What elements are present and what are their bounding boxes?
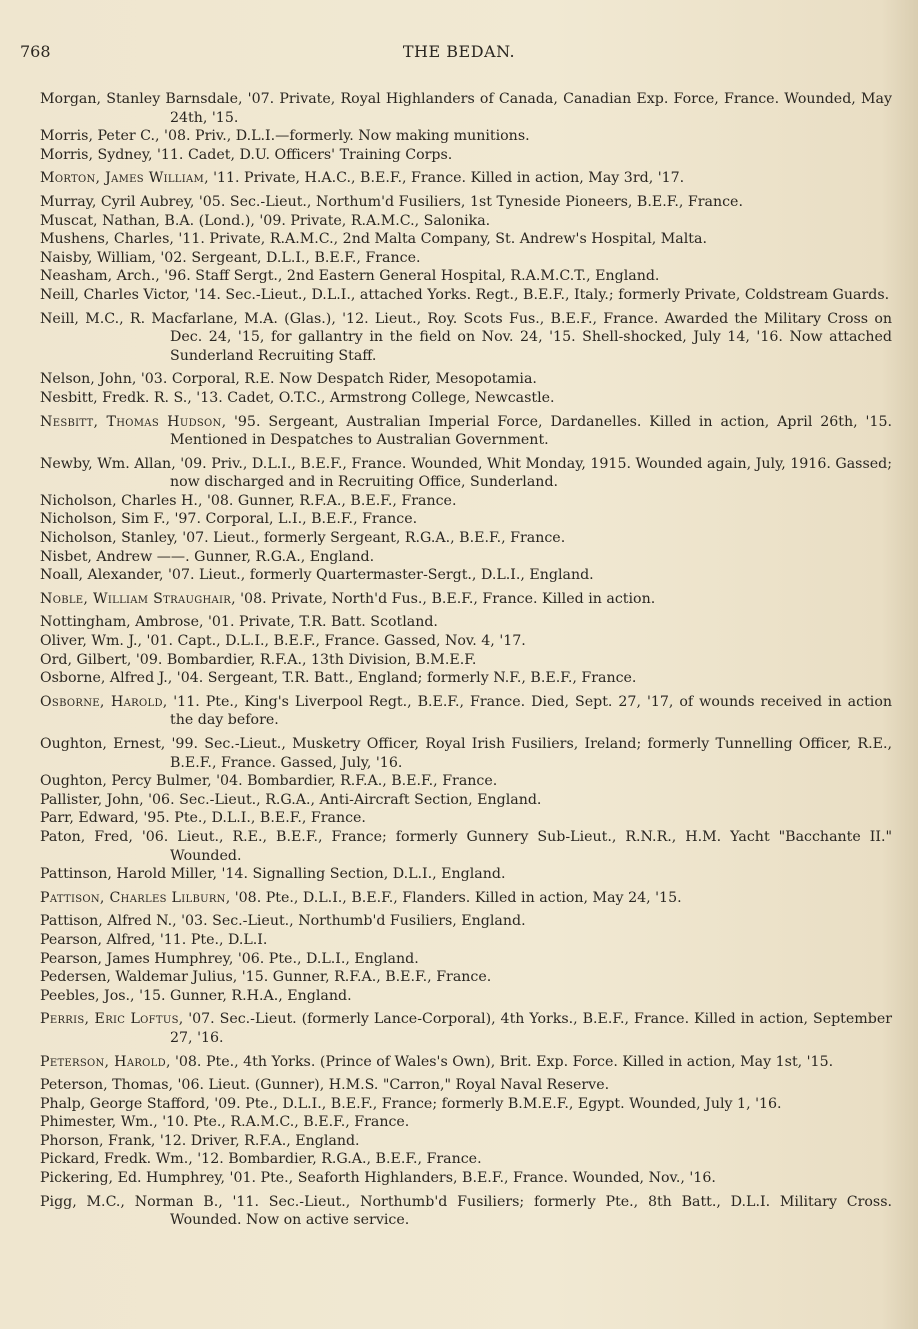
entry — [20, 389, 892, 408]
entry — [20, 249, 892, 268]
entry-details: , '08. Private, North'd Fus., B.E.F., France. Killed in action. — [231, 590, 656, 607]
entry — [20, 267, 892, 286]
entry-details: , '15. Gunner, R.F.A., B.E.F., France. — [232, 969, 492, 986]
entry-details: , '12. Driver, R.F.A., England. — [150, 1132, 360, 1149]
entry-details: , '11. Pte., D.L.I. — [150, 931, 268, 948]
entry-details: , '01. Private, T.R. Batt. Scotland. — [198, 614, 438, 631]
entry — [20, 865, 892, 884]
entry-details: , '09. Priv., D.L.I., B.E.F., France. Wounded, Whit Monday, 1915. Wounded again, July, 1916. Gassed; now discharged and in Recruiting Office, Sunderland. — [170, 455, 892, 491]
entry-details: , '06. Sec.-Lieut., R.G.A., Anti-Aircraft Section, England. — [139, 791, 542, 808]
entry-details: , '08. Pte., D.L.I., B.E.F., Flanders. Killed in action, May 24, '15. — [225, 889, 682, 906]
entry-name: Phimester, Wm. — [40, 1114, 154, 1131]
entry-name: Phalp, George Stafford — [40, 1095, 206, 1112]
entry-details: , '09. Private, R.A.M.C., Salonika. — [250, 212, 491, 229]
entry-name: Murray, Cyril Aubrey — [40, 193, 190, 210]
entry — [20, 212, 892, 231]
entry-name: Nisbet, Andrew — [40, 548, 153, 565]
entry — [20, 987, 892, 1006]
entry-name: Morris, Sydney — [40, 146, 148, 163]
entry-details: , '04. Sergeant, T.R. Batt., England; formerly N.F., B.E.F., France. — [167, 670, 637, 687]
entry — [20, 828, 892, 865]
entry-name: Peterson, Thomas — [40, 1077, 169, 1094]
entry-name: Neill, Charles Victor — [40, 286, 186, 303]
entry — [20, 1193, 892, 1230]
entry — [20, 1076, 892, 1095]
entry-details: , '13. Cadet, O.T.C., Armstrong College, Newcastle. — [187, 389, 555, 406]
entry — [20, 693, 892, 730]
entry-name: Neill, M.C., R. Macfarlane, M.A. (Glas.) — [40, 310, 332, 327]
entry-name: Newby, Wm. Allan — [40, 455, 172, 472]
entry — [20, 950, 892, 969]
entry — [20, 510, 892, 529]
entry-name: Osborne, Harold — [40, 693, 163, 710]
entry-name: Oliver, Wm. J. — [40, 633, 138, 650]
entry-details: , '14. Signalling Section, D.L.I., England. — [212, 866, 506, 883]
entry-name: Pigg, M.C., Norman B. — [40, 1193, 219, 1210]
entry-details: , '01. Pte., Seaforth Highlanders, B.E.F., France. Wounded, Nov., '16. — [220, 1170, 716, 1187]
entry-name: Pattison, Charles Lilburn — [40, 889, 226, 906]
entry-details: , '10. Pte., R.A.M.C., B.E.F., France. — [153, 1114, 410, 1131]
entry-details: , '09. Bombardier, R.F.A., 13th Division, B.M.E.F. — [126, 651, 477, 668]
entry-name: Pearson, Alfred — [40, 931, 151, 948]
entry-name: Mushens, Charles — [40, 231, 170, 248]
entry — [20, 310, 892, 366]
entry-name: Parr, Edward — [40, 810, 135, 827]
entry — [20, 127, 892, 146]
entry — [20, 146, 892, 165]
entry-name: Nicholson, Stanley — [40, 530, 174, 547]
entry-name: Nicholson, Charles H. — [40, 492, 198, 509]
entry-name: Morgan, Stanley Barnsdale — [40, 91, 238, 107]
entry-name: Naisby, William — [40, 249, 152, 266]
entry-details: , '06. Lieut., R.E., B.E.F., France; formerly Gunnery Sub-Lieut., R.N.R., H.M. Yacht "Bacchante II." Wounded. — [128, 828, 892, 864]
entry-details: , '12. Lieut., Roy. Scots Fus., B.E.F., France. Awarded the Military Cross on Dec. 24, '15, for gallantry in the field on Nov. 24, '15. Shell-shocked, July 14, '16. Now attached Sunderland Recruiting Staff. — [170, 310, 893, 364]
entry — [20, 651, 892, 670]
entry-name: Nelson, John — [40, 371, 132, 388]
entry-details: , '15. Gunner, R.H.A., England. — [130, 987, 352, 1004]
entry-details: , '09. Pte., D.L.I., B.E.F., France; formerly B.M.E.F., Egypt. Wounded, July 1, '16. — [205, 1095, 782, 1112]
entry — [20, 169, 892, 188]
entry-name: Muscat, Nathan, B.A. (Lond.) — [40, 212, 251, 229]
entry — [20, 566, 892, 585]
entry — [20, 791, 892, 810]
entry-name: Oughton, Percy Bulmer — [40, 773, 208, 790]
entry-name: Nicholson, Sim F. — [40, 511, 166, 528]
entry — [20, 1113, 892, 1132]
entry — [20, 230, 892, 249]
entry — [20, 1169, 892, 1188]
entry — [20, 492, 892, 511]
entry-details: , '03. Sec.-Lieut., Northumb'd Fusiliers, England. — [172, 913, 526, 930]
roll-of-service-list — [20, 90, 892, 1230]
entry-details: , '08. Gunner, R.F.A., B.E.F., France. — [197, 492, 457, 509]
entry — [20, 968, 892, 987]
entry — [20, 1053, 892, 1072]
entry — [20, 1132, 892, 1151]
entry — [20, 809, 892, 828]
entry — [20, 889, 892, 908]
entry-name: Paton, Fred — [40, 828, 129, 845]
entry-details: , '07. Private, Royal Highlanders of Canada, Canadian Exp. Force, France. Wounded, May 24th, '15. — [170, 91, 892, 126]
entry-name: Pedersen, Waldemar Julius — [40, 969, 233, 986]
entry — [20, 1095, 892, 1114]
entry — [20, 529, 892, 548]
running-title: THE BEDAN. — [402, 42, 516, 61]
entry — [20, 370, 892, 389]
entry-details: , '95. Pte., D.L.I., B.E.F., France. — [134, 810, 366, 827]
entry — [20, 413, 892, 450]
entry-details: , '11. Cadet, D.U. Officers' Training Corps. — [147, 146, 453, 163]
entry-details: , '11. Private, H.A.C., B.E.F., France. Killed in action, May 3rd, '17. — [204, 170, 685, 187]
entry-name: Noall, Alexander — [40, 567, 159, 584]
entry-name: Morris, Peter C. — [40, 128, 156, 145]
entry-name: Pattison, Alfred N. — [40, 913, 173, 930]
entry-name: Ord, Gilbert — [40, 651, 127, 668]
entry — [20, 912, 892, 931]
entry — [20, 735, 892, 772]
entry-name: Pearson, James Humphrey — [40, 950, 229, 967]
entry-name: Phorson, Frank — [40, 1132, 151, 1149]
entry-name: Pattinson, Harold Miller — [40, 866, 213, 883]
entry — [20, 286, 892, 305]
entry-details: , '05. Sec.-Lieut., Northum'd Fusiliers, 1st Tyneside Pioneers, B.E.F., France. — [189, 193, 743, 210]
entry — [20, 1010, 892, 1047]
entry — [20, 590, 892, 609]
entry-details: , '02. Sergeant, D.L.I., B.E.F., France. — [151, 249, 421, 266]
entry-details: , '99. Sec.-Lieut., Musketry Officer, Royal Irish Fusiliers, Ireland; formerly Tunnelling Officer, R.E., B.E.F., France. Gassed, July, '16. — [160, 736, 892, 771]
entry — [20, 90, 892, 127]
entry-details: , '08. Pte., 4th Yorks. (Prince of Wales's Own), Brit. Exp. Force. Killed in action, May 1st, '15. — [165, 1053, 834, 1070]
entry-details: , '97. Corporal, L.I., B.E.F., France. — [165, 511, 418, 528]
entry-details: , '06. Lieut. (Gunner), H.M.S. "Carron," Royal Naval Reserve. — [168, 1077, 610, 1094]
page-number: 768 — [20, 42, 51, 61]
entry-name: Perris, Eric Loftus — [40, 1011, 179, 1028]
entry-name: Morton, James William — [40, 170, 205, 187]
entry-details: , '06. Pte., D.L.I., England. — [228, 950, 419, 967]
entry-name: Osborne, Alfred J. — [40, 670, 168, 687]
entry-name: Pallister, John — [40, 791, 140, 808]
entry-details: , '07. Sec.-Lieut. (formerly Lance-Corporal), 4th Yorks., B.E.F., France. Killed in action, September 27, '16. — [170, 1011, 892, 1046]
entry — [20, 931, 892, 950]
entry-details: , '07. Lieut., formerly Sergeant, R.G.A., B.E.F., France. — [173, 530, 566, 547]
entry-name: Pickard, Fredk. Wm. — [40, 1151, 189, 1168]
entry-name: Peebles, Jos. — [40, 987, 131, 1004]
entry-details: , '11. Pte., King's Liverpool Regt., B.E.F., France. Died, Sept. 27, '17, of wounds received in action the day before. — [162, 693, 893, 729]
entry — [20, 193, 892, 212]
entry-details: , '12. Bombardier, R.G.A., B.E.F., France. — [188, 1151, 482, 1168]
entry — [20, 613, 892, 632]
entry-name: Pickering, Ed. Humphrey — [40, 1170, 221, 1187]
entry-details: ——. Gunner, R.G.A., England. — [152, 548, 375, 565]
entry-details: , '11. Sec.-Lieut., Northumb'd Fusiliers; formerly Pte., 8th Batt., D.L.I. Military Cross. Wounded. Now on active service. — [170, 1193, 892, 1229]
entry-name: Nesbitt, Fredk. R. S. — [40, 389, 188, 406]
entry-name: Noble, William Straughair — [40, 590, 232, 607]
entry — [20, 632, 892, 651]
entry — [20, 548, 892, 567]
entry-name: Nesbitt, Thomas Hudson — [40, 413, 222, 430]
entry — [20, 455, 892, 492]
entry-details: , '08. Priv., D.L.I.—formerly. Now making munitions. — [155, 128, 530, 145]
entry-details: , '95. Sergeant, Australian Imperial Force, Dardanelles. Killed in action, April 26th, '15. Mentioned in Despatches to Australian Government. — [170, 413, 893, 449]
entry — [20, 1150, 892, 1169]
entry-name: Neasham, Arch. — [40, 268, 156, 285]
entry — [20, 669, 892, 688]
entry-details: , '14. Sec.-Lieut., D.L.I., attached Yorks. Regt., B.E.F., Italy.; formerly Private, Coldstream Guards. — [185, 286, 890, 303]
entry-details: , '03. Corporal, R.E. Now Despatch Rider, Mesopotamia. — [131, 371, 537, 388]
entry-name: Peterson, Harold — [40, 1053, 166, 1070]
entry — [20, 772, 892, 791]
entry-details: , '07. Lieut., formerly Quartermaster-Sergt., D.L.I., England. — [159, 567, 594, 584]
entry-details: , '11. Private, R.A.M.C., 2nd Malta Company, St. Andrew's Hospital, Malta. — [169, 231, 707, 248]
entry-details: , '96. Staff Sergt., 2nd Eastern General Hospital, R.A.M.C.T., England. — [155, 268, 660, 285]
entry-name: Nottingham, Ambrose — [40, 614, 199, 631]
entry-details: , '04. Bombardier, R.F.A., B.E.F., France. — [207, 773, 498, 790]
entry-name: Oughton, Ernest — [40, 736, 161, 752]
entry-details: , '01. Capt., D.L.I., B.E.F., France. Gassed, Nov. 4, '17. — [137, 633, 526, 650]
